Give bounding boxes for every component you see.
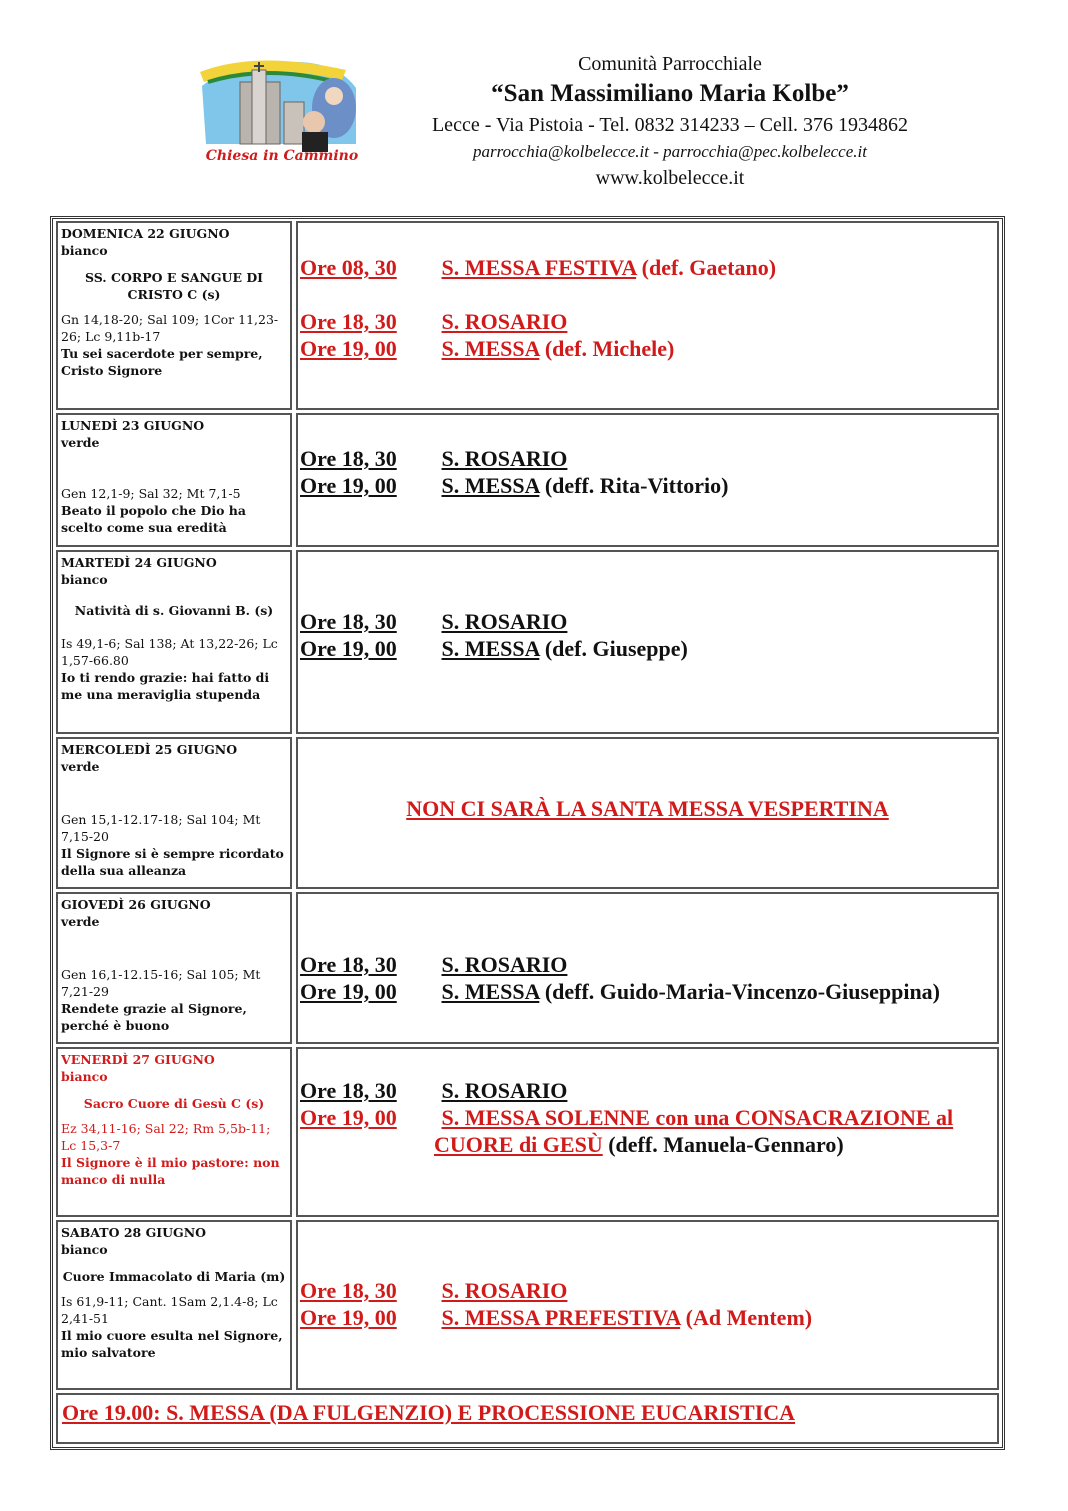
event-time: Ore 19, 00 bbox=[300, 1305, 397, 1330]
event-time: Ore 19, 00 bbox=[300, 473, 397, 498]
event-time: Ore 19, 00 bbox=[300, 336, 397, 361]
table-row bbox=[56, 1220, 999, 1390]
logo-text: Chiesa in Cammino bbox=[205, 148, 359, 164]
event-title: S. ROSARIO bbox=[441, 446, 568, 471]
feast-name: Cuore Immacolato di Maria (m) bbox=[62, 1269, 286, 1284]
event-title: S. ROSARIO bbox=[441, 1078, 568, 1103]
day-info-cell bbox=[56, 737, 292, 889]
day-info-cell bbox=[56, 413, 292, 547]
event-title: S. ROSARIO bbox=[441, 609, 568, 634]
liturgical-color: verde bbox=[61, 435, 100, 450]
header-emails: parrocchia@kolbelecce.it - parrocchia@pec.kolbelecce.it bbox=[473, 142, 867, 161]
event-note: (deff. Guido-Maria-Vincenzo-Giuseppina) bbox=[544, 979, 941, 1004]
readings: Gen 15,1-12.17-18; Sal 104; Mt 7,15-20 bbox=[61, 812, 261, 844]
event-time: Ore 18, 30 bbox=[300, 309, 397, 334]
event-line bbox=[300, 1077, 567, 1104]
table-row bbox=[56, 892, 999, 1044]
table-row bbox=[56, 1393, 999, 1444]
event-line bbox=[300, 254, 776, 281]
psalm-response: Tu sei sacerdote per sempre, Cristo Signore bbox=[61, 346, 263, 378]
event-note: (Ad Mentem) bbox=[685, 1305, 813, 1330]
footer-cell bbox=[56, 1393, 999, 1444]
event-title: S. MESSA bbox=[441, 473, 540, 498]
event-line bbox=[300, 635, 688, 662]
liturgical-color: verde bbox=[61, 914, 100, 929]
events-cell bbox=[296, 1047, 999, 1217]
readings: Gen 16,1-12.15-16; Sal 105; Mt 7,21-29 bbox=[61, 967, 261, 999]
event-time: Ore 08, 30 bbox=[300, 255, 397, 280]
event-line bbox=[300, 608, 567, 635]
liturgical-color: verde bbox=[61, 759, 100, 774]
footer-announcement: Ore 19.00: S. MESSA (DA FULGENZIO) E PROCESSIONE EUCARISTICA bbox=[62, 1400, 796, 1425]
readings: Gen 12,1-9; Sal 32; Mt 7,1-5 bbox=[61, 486, 241, 501]
day-label: GIOVEDÌ 26 GIUGNO bbox=[61, 897, 211, 912]
event-time: Ore 18, 30 bbox=[300, 446, 397, 471]
feast-name: Natività di s. Giovanni B. (s) bbox=[74, 603, 274, 618]
event-line bbox=[300, 978, 940, 1005]
liturgical-color: bianco bbox=[61, 572, 108, 587]
event-time: Ore 18, 30 bbox=[300, 952, 397, 977]
event-line bbox=[434, 1131, 844, 1158]
event-title: S. ROSARIO bbox=[441, 1278, 568, 1303]
event-note: (def. Giuseppe) bbox=[544, 636, 688, 661]
day-label: LUNEDÌ 23 GIUGNO bbox=[61, 418, 205, 433]
day-label: SABATO 28 GIUGNO bbox=[61, 1225, 207, 1240]
table-row bbox=[56, 737, 999, 889]
event-note: (def. Gaetano) bbox=[641, 255, 777, 280]
psalm-response: Il mio cuore esulta nel Signore, mio salvatore bbox=[61, 1328, 283, 1360]
readings: Gn 14,18-20; Sal 109; 1Cor 11,23-26; Lc 9,11b-17 bbox=[61, 312, 279, 344]
day-info-cell bbox=[56, 221, 292, 410]
day-info-cell bbox=[56, 1220, 292, 1390]
event-time: Ore 18, 30 bbox=[300, 1078, 397, 1103]
day-label: MERCOLEDÌ 25 GIUGNO bbox=[61, 742, 238, 757]
event-line bbox=[300, 1277, 567, 1304]
header-address: Lecce - Via Pistoia - Tel. 0832 314233 – Cell. 376 1934862 bbox=[431, 114, 909, 136]
events-cell bbox=[296, 1220, 999, 1390]
psalm-response: Beato il popolo che Dio ha scelto come sua eredità bbox=[61, 503, 246, 535]
liturgical-color: bianco bbox=[61, 1242, 108, 1257]
psalm-response: Il Signore è il mio pastore: non manco di nulla bbox=[61, 1155, 280, 1187]
table-row bbox=[56, 1047, 999, 1217]
day-label: DOMENICA 22 GIUGNO bbox=[61, 226, 230, 241]
event-time: Ore 19, 00 bbox=[300, 636, 397, 661]
feast-name: Sacro Cuore di Gesù C (s) bbox=[83, 1096, 265, 1111]
event-note: (deff. Rita-Vittorio) bbox=[544, 473, 729, 498]
liturgical-color: bianco bbox=[61, 243, 108, 258]
event-title: S. MESSA bbox=[441, 979, 540, 1004]
event-title-continued: CUORE di GESÙ bbox=[434, 1132, 603, 1157]
event-time: Ore 19, 00 bbox=[300, 979, 397, 1004]
event-title: S. ROSARIO bbox=[441, 952, 568, 977]
event-title: S. MESSA FESTIVA bbox=[441, 255, 637, 280]
header-parish-name: “San Massimiliano Maria Kolbe” bbox=[491, 80, 849, 107]
no-mass-notice: NON CI SARÀ LA SANTA MESSA VESPERTINA bbox=[406, 796, 889, 821]
event-title: S. MESSA PREFESTIVA bbox=[441, 1305, 681, 1330]
table-row bbox=[56, 413, 999, 547]
event-line bbox=[300, 445, 567, 472]
event-title: S. ROSARIO bbox=[441, 309, 568, 334]
day-info-cell bbox=[56, 1047, 292, 1217]
schedule-table bbox=[50, 216, 1005, 1450]
readings: Is 61,9-11; Cant. 1Sam 2,1.4-8; Lc 2,41-51 bbox=[61, 1294, 278, 1326]
header-community: Comunità Parrocchiale bbox=[578, 53, 762, 75]
psalm-response: Io ti rendo grazie: hai fatto di me una meraviglia stupenda bbox=[61, 670, 270, 702]
psalm-response: Rendete grazie al Signore, perché è buono bbox=[61, 1001, 247, 1033]
readings: Ez 34,11-16; Sal 22; Rm 5,5b-11; Lc 15,3-7 bbox=[61, 1121, 271, 1153]
event-time: Ore 18, 30 bbox=[300, 609, 397, 634]
event-line bbox=[300, 308, 567, 335]
event-line bbox=[300, 472, 729, 499]
day-label: MARTEDÌ 24 GIUGNO bbox=[61, 555, 217, 570]
events-cell bbox=[296, 221, 999, 410]
event-line bbox=[300, 951, 567, 978]
event-title: S. MESSA SOLENNE con una CONSACRAZIONE al bbox=[441, 1105, 954, 1130]
event-title: S. MESSA bbox=[441, 336, 540, 361]
event-note: (def. Michele) bbox=[544, 336, 675, 361]
header-website: www.kolbelecce.it bbox=[595, 167, 745, 189]
event-line bbox=[300, 1104, 953, 1131]
events-cell bbox=[296, 413, 999, 547]
events-cell bbox=[296, 892, 999, 1044]
event-note: (deff. Manuela-Gennaro) bbox=[608, 1132, 844, 1157]
readings: Is 49,1-6; Sal 138; At 13,22-26; Lc 1,57-66.80 bbox=[61, 636, 278, 668]
table-row bbox=[56, 550, 999, 734]
event-time: Ore 18, 30 bbox=[300, 1278, 397, 1303]
event-time: Ore 19, 00 bbox=[300, 1105, 397, 1130]
day-info-cell bbox=[56, 892, 292, 1044]
events-cell bbox=[296, 737, 999, 889]
parish-header bbox=[400, 50, 940, 192]
psalm-response: Il Signore si è sempre ricordato della sua alleanza bbox=[61, 846, 284, 878]
table-row bbox=[56, 221, 999, 410]
event-title: S. MESSA bbox=[441, 636, 540, 661]
events-cell bbox=[296, 550, 999, 734]
parish-logo bbox=[196, 52, 368, 170]
event-line bbox=[300, 1304, 812, 1331]
feast-name: SS. CORPO E SANGUE DI CRISTO C (s) bbox=[84, 270, 264, 302]
day-label: VENERDÌ 27 GIUGNO bbox=[61, 1052, 215, 1067]
event-line bbox=[300, 335, 674, 362]
liturgical-color: bianco bbox=[61, 1069, 108, 1084]
day-info-cell bbox=[56, 550, 292, 734]
